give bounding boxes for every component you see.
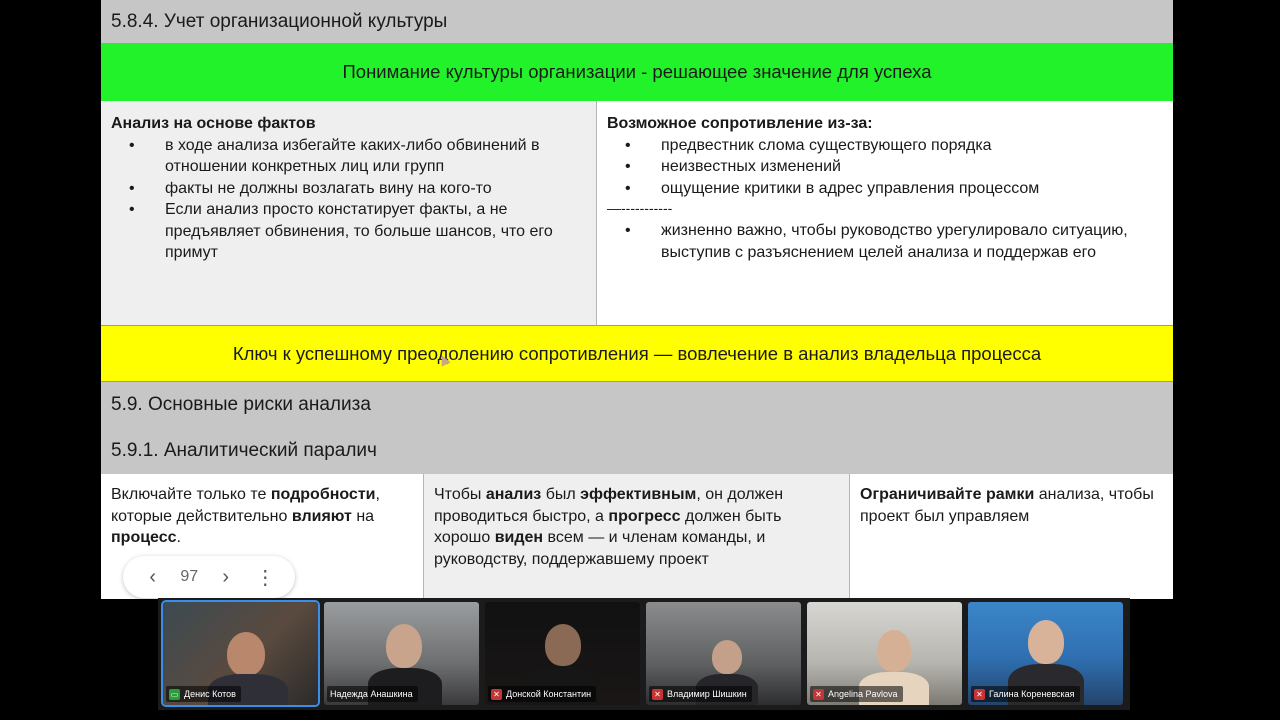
participant-name: Angelina Pavlova bbox=[828, 689, 898, 699]
list-item: • в ходе анализа избегайте каких-либо обвинений в отношении конкретных лиц или групп bbox=[111, 135, 586, 178]
slide-pager bbox=[123, 556, 295, 598]
cell-bold-text: влияют bbox=[291, 507, 352, 525]
page-number: 97 bbox=[180, 568, 199, 585]
cell-text: анализа, чтобы проект был управляем bbox=[860, 486, 1154, 525]
chevron-right-icon[interactable]: › bbox=[222, 565, 229, 588]
more-vert-icon[interactable]: ⋮ bbox=[255, 566, 276, 589]
green-banner: Понимание культуры организации - решающее значение для успеха bbox=[101, 43, 1173, 101]
participant-face bbox=[386, 624, 422, 668]
participant-face bbox=[545, 624, 581, 666]
resistance-cell bbox=[597, 101, 1173, 325]
participant-label bbox=[810, 686, 903, 702]
cell-text: был bbox=[541, 486, 581, 503]
list-item: • ощущение критики в адрес управления процессом bbox=[607, 178, 1163, 200]
cell-text: должен быть хорошо bbox=[434, 507, 782, 546]
facts-title: Анализ на основе фактов bbox=[111, 115, 316, 132]
participant-tile[interactable] bbox=[485, 602, 640, 705]
participant-tile[interactable] bbox=[807, 602, 962, 705]
cell-bold-text: прогресс bbox=[608, 507, 681, 525]
participants-strip bbox=[158, 598, 1130, 710]
cell-bold-text: подробности bbox=[270, 486, 376, 503]
facts-list bbox=[111, 135, 586, 264]
participant-name: Надежда Анашкина bbox=[330, 689, 413, 699]
cell-bold-text: эффективным bbox=[580, 486, 697, 503]
participant-label bbox=[327, 686, 418, 702]
participant-face bbox=[877, 630, 911, 672]
list-item: • предвестник слома существующего порядка bbox=[607, 135, 1163, 157]
mic-muted-icon: ✕ bbox=[813, 689, 824, 700]
participant-tile[interactable] bbox=[968, 602, 1123, 705]
section-heading-culture: 5.8.4. Учет организационной культуры bbox=[101, 0, 1173, 43]
participant-face bbox=[1028, 620, 1064, 664]
participant-face bbox=[227, 632, 265, 676]
list-item: • Если анализ просто констатирует факты, а не предъявляет обвинения, то больше шансов, что его примут bbox=[111, 199, 586, 264]
facts-cell bbox=[101, 101, 597, 325]
participant-name: Галина Кореневская bbox=[989, 689, 1075, 699]
resistance-title: Возможное сопротивление из-за: bbox=[607, 115, 873, 132]
section-heading-paralysis: 5.9.1. Аналитический паралич bbox=[101, 428, 1173, 474]
participant-tile[interactable] bbox=[324, 602, 479, 705]
participant-label bbox=[649, 686, 752, 702]
participant-tile[interactable] bbox=[646, 602, 801, 705]
mic-muted-icon: ✕ bbox=[491, 689, 502, 700]
scope-cell bbox=[850, 474, 1173, 599]
mic-muted-icon: ✕ bbox=[652, 689, 663, 700]
efficiency-cell bbox=[424, 474, 850, 599]
participant-label bbox=[488, 686, 596, 702]
cell-text: на bbox=[351, 507, 375, 525]
list-item: • жизненно важно, чтобы руководство урегулировало ситуацию, выступив с разъяснением целей анализа и поддержав его bbox=[607, 220, 1163, 263]
cell-bold-text: Ограничивайте рамки bbox=[860, 486, 1035, 503]
participant-name: Донской Константин bbox=[506, 689, 592, 699]
list-item: • факты не должны возлагать вину на кого-то bbox=[111, 178, 586, 200]
cell-bold-text: виден bbox=[494, 529, 544, 546]
participant-tile[interactable] bbox=[163, 602, 318, 705]
section-heading-risks: 5.9. Основные риски анализа bbox=[101, 382, 1173, 428]
screen-share-icon: ▭ bbox=[170, 689, 179, 699]
participant-name: Владимир Шишкин bbox=[667, 689, 747, 699]
participant-name: Денис Котов bbox=[184, 689, 236, 699]
cell-text: Включайте только те bbox=[111, 486, 271, 503]
participant-label bbox=[166, 686, 241, 702]
mic-muted-icon: ✕ bbox=[974, 689, 985, 700]
chevron-left-icon[interactable]: ‹ bbox=[149, 565, 157, 588]
resistance-list bbox=[607, 135, 1163, 200]
participant-label bbox=[971, 686, 1080, 702]
presentation-slide bbox=[101, 0, 1173, 599]
cell-text: всем — и членам команды, и руководству, поддержавшему проект bbox=[434, 529, 766, 568]
cell-text: . bbox=[176, 529, 181, 546]
cell-bold-text: процесс bbox=[111, 529, 177, 546]
participant-face bbox=[712, 640, 742, 674]
cell-text: Чтобы bbox=[434, 486, 486, 503]
yellow-banner: Ключ к успешному преодолению сопротивления — вовлечение в анализ владельца процесса bbox=[101, 325, 1173, 382]
list-item: • неизвестных изменений bbox=[607, 156, 1163, 178]
dashed-divider: —----------- bbox=[607, 200, 673, 216]
cell-text: , которые действительно bbox=[111, 486, 380, 525]
resistance-list-2 bbox=[607, 220, 1163, 263]
cell-text: , он должен проводиться быстро, а bbox=[434, 486, 784, 525]
cell-bold-text: анализ bbox=[485, 486, 542, 503]
